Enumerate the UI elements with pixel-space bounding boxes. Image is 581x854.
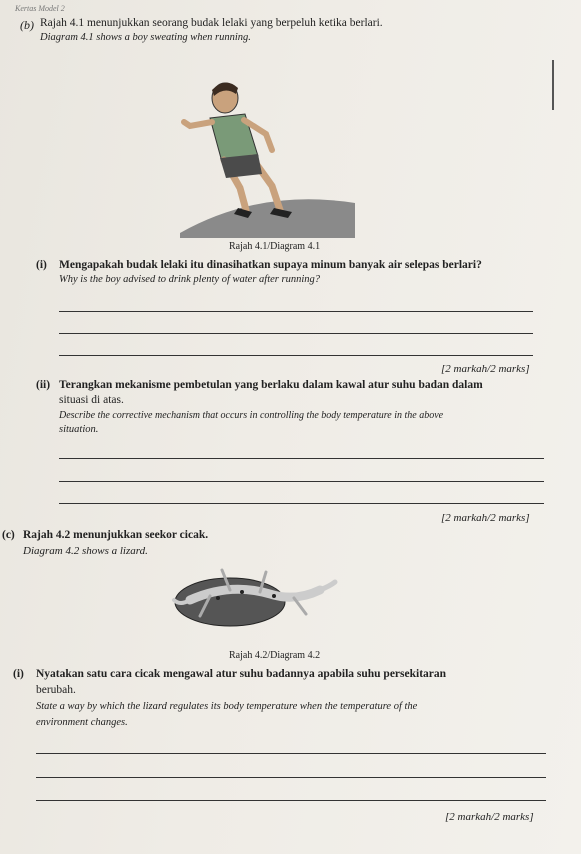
answer-line[interactable] [59,355,533,356]
answer-line[interactable] [59,503,544,504]
q-b-i-label: (i) [36,259,47,271]
q-c-i-en-2: environment changes. [36,717,128,728]
running-boy-illustration [140,78,380,238]
answer-line[interactable] [59,481,544,482]
q-b-i-en: Why is the boy advised to drink plenty of water after running? [59,274,321,285]
answer-line[interactable] [36,800,546,801]
marks-b-i: [2 markah/2 marks] [441,363,530,375]
q-b-ii-ms-1: Terangkan mekanisme pembetulan yang berlaku dalam kawal atur suhu badan dalam [59,379,483,391]
diagram-4-2-caption: Rajah 4.2/Diagram 4.2 [229,650,321,661]
q-c-i-ms-2: berubah. [36,684,76,696]
q-c-i-label: (i) [13,668,24,680]
marks-c-i: [2 markah/2 marks] [445,811,534,823]
q-c-i-ms-1: Nyatakan satu cara cicak mengawal atur suhu badannya apabila suhu persekitaran [36,668,447,680]
lizard-illustration [170,560,340,640]
q-c-i-en-1: State a way by which the lizard regulates its body temperature when the temperature of the [36,701,418,712]
q-b-i-ms: Mengapakah budak lelaki itu dinasihatkan supaya minum banyak air selepas berlari? [59,259,482,271]
answer-line[interactable] [59,311,533,312]
q-b-ii-label: (ii) [36,379,51,391]
diagram-4-1-caption: Rajah 4.1/Diagram 4.1 [229,241,321,252]
q-b-ii-en-2: situation. [59,424,99,435]
margin-line [552,60,554,110]
answer-line[interactable] [36,777,546,778]
section-b-text-ms: Rajah 4.1 menunjukkan seorang budak lelaki yang berpeluh ketika berlari. [40,17,383,29]
section-b-text-en: Diagram 4.1 shows a boy sweating when running. [40,32,251,43]
section-b-label: (b) [20,18,34,32]
q-b-ii-ms-2: situasi di atas. [59,394,124,406]
page-header: Kertas Model 2 [15,4,65,13]
section-c-label: (c) [2,529,15,541]
answer-line[interactable] [36,753,546,754]
q-b-ii-en-1: Describe the corrective mechanism that occurs in controlling the body temperature in the above [59,410,444,421]
answer-line[interactable] [59,458,544,459]
section-c-text-en: Diagram 4.2 shows a lizard. [23,545,148,557]
marks-b-ii: [2 markah/2 marks] [441,512,530,524]
section-c-text-ms: Rajah 4.2 menunjukkan seekor cicak. [23,529,209,541]
answer-line[interactable] [59,333,533,334]
